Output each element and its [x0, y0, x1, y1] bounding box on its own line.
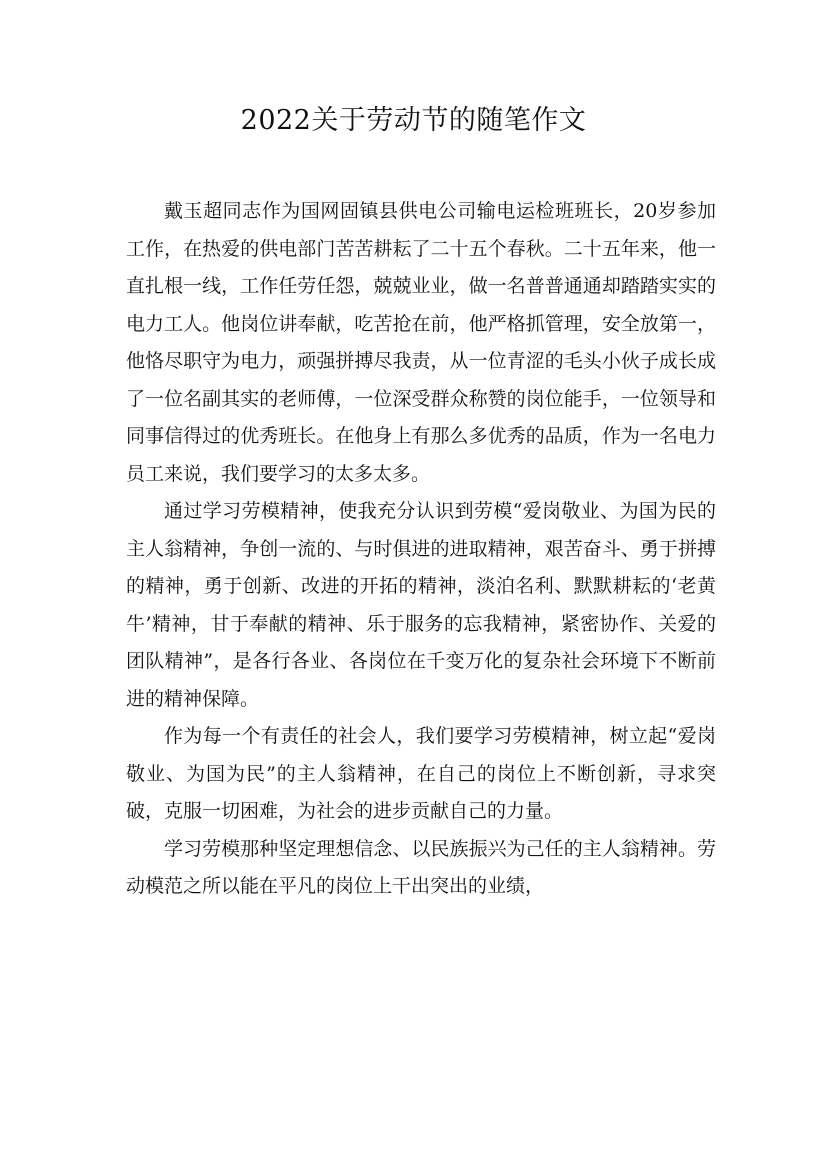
- paragraph-1: 戴玉超同志作为国网固镇县供电公司输电运检班班长，20岁参加工作，在热爱的供电部门苦苦耕耘了二十五个春秋。二十五年来，他一直扎根一线，工作任劳任怨，兢兢业业，做一名普普通通却踏踏实实的电力工人。他岗位讲奉献，吃苦抢在前，他严格抓管理，安全放第一，他恪尽职守为电力，顽强拼搏尽我责，从一位青涩的毛头小伙子成长成了一位名副其实的老师傅，一位深受群众称赞的岗位能手，一位领导和同事信得过的优秀班长。在他身上有那么多优秀的品质，作为一名电力员工来说，我们要学习的太多太多。: [126, 200, 716, 485]
- document-body: [126, 193, 716, 906]
- document-title: 2022关于劳动节的随笔作文: [240, 105, 587, 136]
- paragraph-3: 作为每一个有责任的社会人，我们要学习劳模精神，树立起“爱岗敬业、为国为民”的主人翁精神，在自己的岗位上不断创新，寻求突破，克服一切困难，为社会的进步贡献自己的力量。: [126, 725, 716, 822]
- paragraph-2: 通过学习劳模精神，使我充分认识到劳模“爱岗敬业、为国为民的主人翁精神，争创一流的、与时俱进的进取精神，艰苦奋斗、勇于拼搏的精神，勇于创新、改进的开拓的精神，淡泊名利、默默耕耘的‘老黄牛’精神，甘于奉献的精神、乐于服务的忘我精神，紧密协作、关爱的团队精神”，是各行各业、各岗位在千变万化的复杂社会环境下不断前进的精神保障。: [126, 500, 716, 710]
- paragraph-4: 学习劳模那种坚定理想信念、以民族振兴为己任的主人翁精神。劳动模范之所以能在平凡的岗位上干出突出的业绩，: [126, 837, 716, 897]
